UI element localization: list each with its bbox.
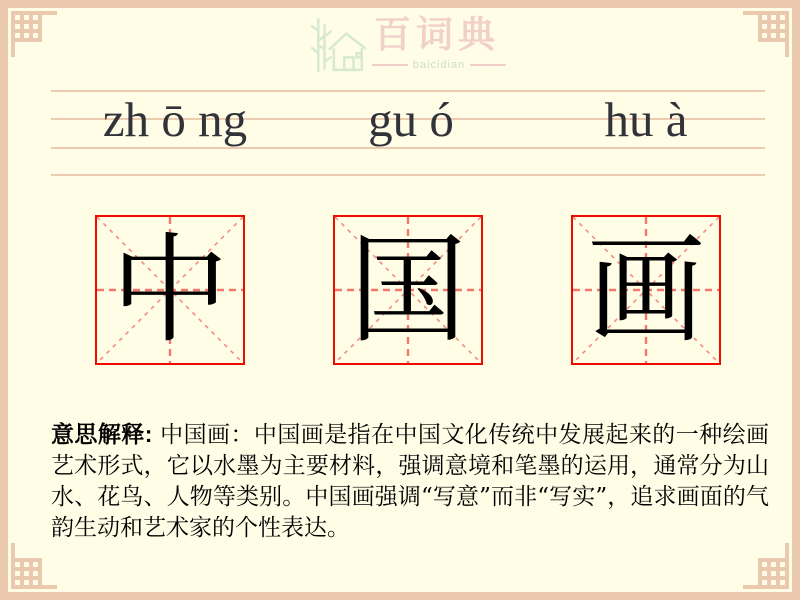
fret-corner-ornament-bottom-left [11, 543, 57, 589]
fret-pattern-icon [743, 11, 789, 57]
logo-subtitle-row [372, 58, 506, 72]
mizige-box-guo [333, 215, 483, 365]
fret-corner-ornament-bottom-right [743, 543, 789, 589]
character-guo: 国 [348, 221, 467, 359]
fret-corner-ornament-top-right [743, 11, 789, 57]
definition-label: 意思解释: [51, 421, 153, 447]
definition-text: 中国画：中国画是指在中国文化传统中发展起来的一种绘画艺术形式，它以水墨为主要材料，强调意境和笔墨的运用，通常分为山水、花鸟、人物等类别。中国画强调“写意”而非“写实”，追求画面的气韵生动和艺术家的个性表达。 [51, 422, 769, 541]
house-bamboo-icon [310, 16, 368, 74]
pinyin-zhong: zh ō ng [102, 92, 248, 147]
logo-rule-left [372, 64, 408, 66]
fret-pattern-icon [743, 543, 789, 589]
fret-pattern-icon [11, 11, 57, 57]
definition-block [51, 419, 769, 544]
fret-corner-ornament-top-left [11, 11, 57, 57]
pinyin-guide-line-4 [51, 174, 765, 176]
pinyin-guide-line-3 [51, 147, 765, 149]
mizige-box-zhong [95, 215, 245, 365]
pinyin-hua: hu à [604, 92, 688, 147]
logo-title: 百词典 [374, 12, 500, 56]
logo-subtitle: baicidian [412, 58, 466, 71]
character-zhong: 中 [110, 221, 229, 359]
app-logo [302, 8, 514, 78]
mizige-box-hua [571, 215, 721, 365]
character-hua: 画 [586, 221, 705, 359]
fret-pattern-icon [11, 543, 57, 589]
pinyin-guo: gu ó [368, 92, 454, 147]
logo-rule-right [470, 64, 506, 66]
